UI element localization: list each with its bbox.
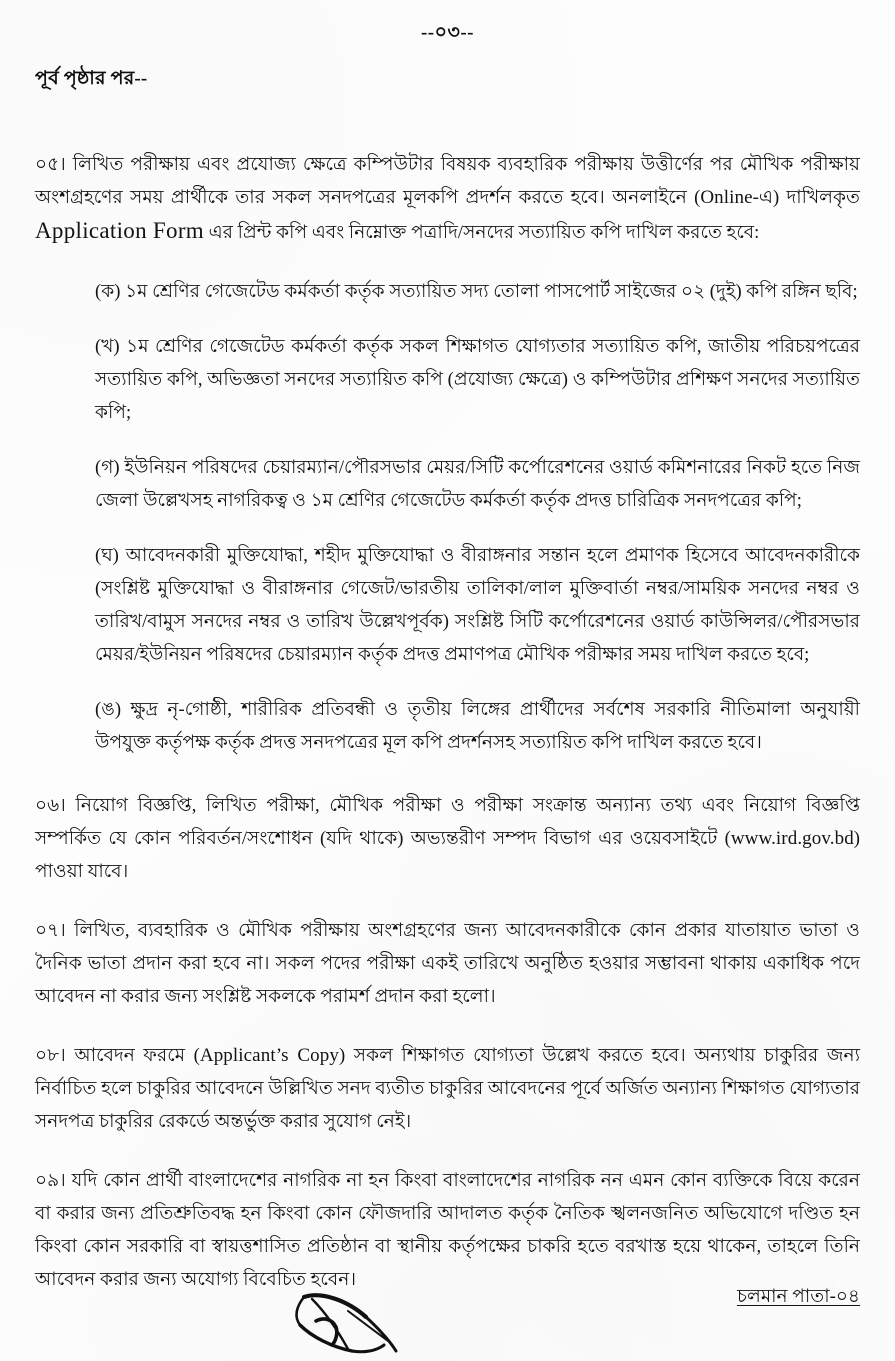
- clause-07: [35, 914, 860, 1013]
- clause-08-number: ০৮।: [35, 1045, 66, 1066]
- subclause-ga: [95, 451, 860, 517]
- clause-05: [35, 148, 860, 249]
- subclause-ka-marker: (ক): [95, 281, 121, 302]
- subclause-gha-marker: (ঘ): [95, 545, 119, 566]
- clause-05-latin-online: Online: [700, 187, 753, 208]
- subclause-gha: [95, 539, 860, 671]
- subclause-ka-text: ১ম শ্রেণির গেজেটেড কর্মকর্তা কর্তৃক সত্যায়িত সদ্য তোলা পাসপোর্ট সাইজের ০২ (দুই) কপি রঙ্গিন ছবি;: [125, 281, 858, 302]
- subclause-uo-marker: (ঙ): [95, 699, 122, 720]
- document-body: [35, 148, 860, 1322]
- subclause-kha-marker: (খ): [95, 336, 120, 357]
- clause-09-number: ০৯।: [35, 1170, 66, 1191]
- clause-05-text-1: লিখিত পরীক্ষায় এবং প্রযোজ্য ক্ষেত্রে কম্পিউটার বিষয়ক ব্যবহারিক পরীক্ষায় উত্তীর্ণের পর মৌখিক পরীক্ষায় অংশগ্রহণের সময় প্রার্থীকে তার সকল সনদপত্রের মূলকপি প্রদর্শন করতে হবে। অনলাইনে (: [35, 154, 860, 208]
- continued-from-previous-page-heading: পূর্ব পৃষ্ঠার পর--: [35, 68, 148, 89]
- subclause-ka: [95, 275, 860, 308]
- subclause-ga-text: ইউনিয়ন পরিষদের চেয়ারম্যান/পৌরসভার মেয়র/সিটি কর্পোরেশনের ওয়ার্ড কমিশনারের নিকট হতে নিজ জেলা উল্লেখসহ নাগরিকত্ব ও ১ম শ্রেণির গেজেটেড কর্মকর্তা কর্তৃক প্রদত্ত চারিত্রিক সনদপত্রের কপি;: [95, 457, 860, 511]
- clause-06-text-2: ) পাওয়া যাবে।: [35, 828, 860, 882]
- footer-continued-page-note: চলমান পাতা-০৪: [736, 1286, 860, 1307]
- clause-06-website-url: www.ird.gov.bd: [730, 828, 854, 849]
- subclause-ga-marker: (গ): [95, 457, 120, 478]
- clause-05-text-2: -এ) দাখিলকৃত: [752, 187, 860, 208]
- subclause-uo: [95, 693, 860, 759]
- clause-06-text-1: নিয়োগ বিজ্ঞপ্তি, লিখিত পরীক্ষা, মৌখিক পরীক্ষা ও পরীক্ষা সংক্রান্ত অন্যান্য তথ্য এবং নিয়োগ বিজ্ঞপ্তি সম্পর্কিত যে কোন পরিবর্তন/সংশোধন (যদি থাকে) অভ্যন্তরীণ সম্পদ বিভাগ এর ওয়েবসাইটে (: [35, 795, 860, 849]
- subclause-gha-text: আবেদনকারী মুক্তিযোদ্ধা, শহীদ মুক্তিযোদ্ধা ও বীরাঙ্গনার সন্তান হলে প্রমাণক হিসেবে আবেদনকারীকে (সংশ্লিষ্ট মুক্তিযোদ্ধা ও বীরাঙ্গনার গেজেট/ভারতীয় তালিকা/লাল মুক্তিবার্তা নম্বর/সাময়িক সনদের নম্বর ও তারিখ/বামুস সনদের নম্বর ও তারিখ উল্লেখপূর্বক) সংশ্লিষ্ট সিটি কর্পোরেশনের ওয়ার্ড কাউন্সিলর/পৌরসভার মেয়র/ইউনিয়ন পরিষদের চেয়ারম্যান কর্তৃক প্রদত্ত প্রমাণপত্র মৌখিক পরীক্ষার সময় দাখিল করতে হবে;: [95, 545, 861, 665]
- page-number-marker: --০৩--: [420, 22, 475, 43]
- clause-05-text-3: এর প্রিন্ট কপি এবং নিম্নোক্ত পত্রাদি/সনদের সত্যায়িত কপি দাখিল করতে হবে:: [203, 222, 760, 243]
- clause-06-number: ০৬।: [35, 795, 66, 816]
- clause-07-number: ০৭।: [35, 920, 66, 941]
- clause-07-text: লিখিত, ব্যবহারিক ও মৌখিক পরীক্ষায় অংশগ্রহণের জন্য আবেদনকারীকে কোন প্রকার যাতায়াত ভাতা ও দৈনিক ভাতা প্রদান করা হবে না। সকল পদের পরীক্ষা একই তারিখে অনুষ্ঠিত হওয়ার সম্ভাবনা থাকায় একাধিক পদে আবেদন না করার জন্য সংশ্লিষ্ট সকলকে পরামর্শ প্রদান করা হলো।: [35, 920, 860, 1007]
- clause-08-latin-applicants-copy: Applicant’s Copy: [199, 1045, 339, 1066]
- handwritten-signature-icon: [292, 1281, 442, 1359]
- clause-05-latin-application-form: Application Form: [35, 218, 204, 243]
- clause-08: [35, 1039, 860, 1138]
- clause-08-text-2: ) সকল শিক্ষাগত যোগ্যতা উল্লেখ করতে হবে। অন্যথায় চাকুরির জন্য নির্বাচিত হলে চাকুরির আবেদনে উল্লিখিত সনদ ব্যতীত চাকুরির আবেদনের পূর্বে অর্জিত অন্যান্য শিক্ষাগত যোগ্যতার সনদপত্র চাকুরির রেকর্ডে অন্তর্ভুক্ত করার সুযোগ নেই।: [35, 1045, 860, 1132]
- clause-09-text: যদি কোন প্রার্থী বাংলাদেশের নাগরিক না হন কিংবা বাংলাদেশের নাগরিক নন এমন কোন ব্যক্তিকে বিয়ে করেন বা করার জন্য প্রতিশ্রুতিবদ্ধ হন কিংবা কোন ফৌজদারি আদালত কর্তৃক নৈতিক স্খলনজনিত অভিযোগে দণ্ডিত হন কিংবা কোন সরকারি বা স্বায়ত্তশাসিত প্রতিষ্ঠান বা স্থানীয় কর্তৃপক্ষের চাকরি হতে বরখাস্ত হয়ে থাকেন, তাহলে তিনি আবেদন করার জন্য অযোগ্য বিবেচিত হবেন।: [35, 1170, 860, 1290]
- subclause-group: [35, 275, 860, 759]
- clause-05-number: ০৫।: [35, 154, 66, 175]
- subclause-uo-text: ক্ষুদ্র নৃ-গোষ্ঠী, শারীরিক প্রতিবন্ধী ও তৃতীয় লিঙ্গের প্রার্থীদের সর্বশেষ সরকারি নীতিমালা অনুযায়ী উপযুক্ত কর্তৃপক্ষ কর্তৃক প্রদত্ত সনদপত্রের মূল কপি প্রদর্শনসহ সত্যায়িত কপি দাখিল করতে হবে।: [95, 699, 860, 753]
- subclause-kha: [95, 330, 860, 429]
- clause-08-text-1: আবেদন ফরমে (: [74, 1045, 200, 1066]
- clause-06: [35, 789, 860, 888]
- clause-09: [35, 1164, 860, 1296]
- subclause-kha-text: ১ম শ্রেণির গেজেটেড কর্মকর্তা কর্তৃক সকল শিক্ষাগত যোগ্যতার সত্যায়িত কপি, জাতীয় পরিচয়পত্রের সত্যায়িত কপি, অভিজ্ঞতা সনদের সত্যায়িত কপি (প্রযোজ্য ক্ষেত্রে) ও কম্পিউটার প্রশিক্ষণ সনদের সত্যায়িত কপি;: [95, 336, 860, 423]
